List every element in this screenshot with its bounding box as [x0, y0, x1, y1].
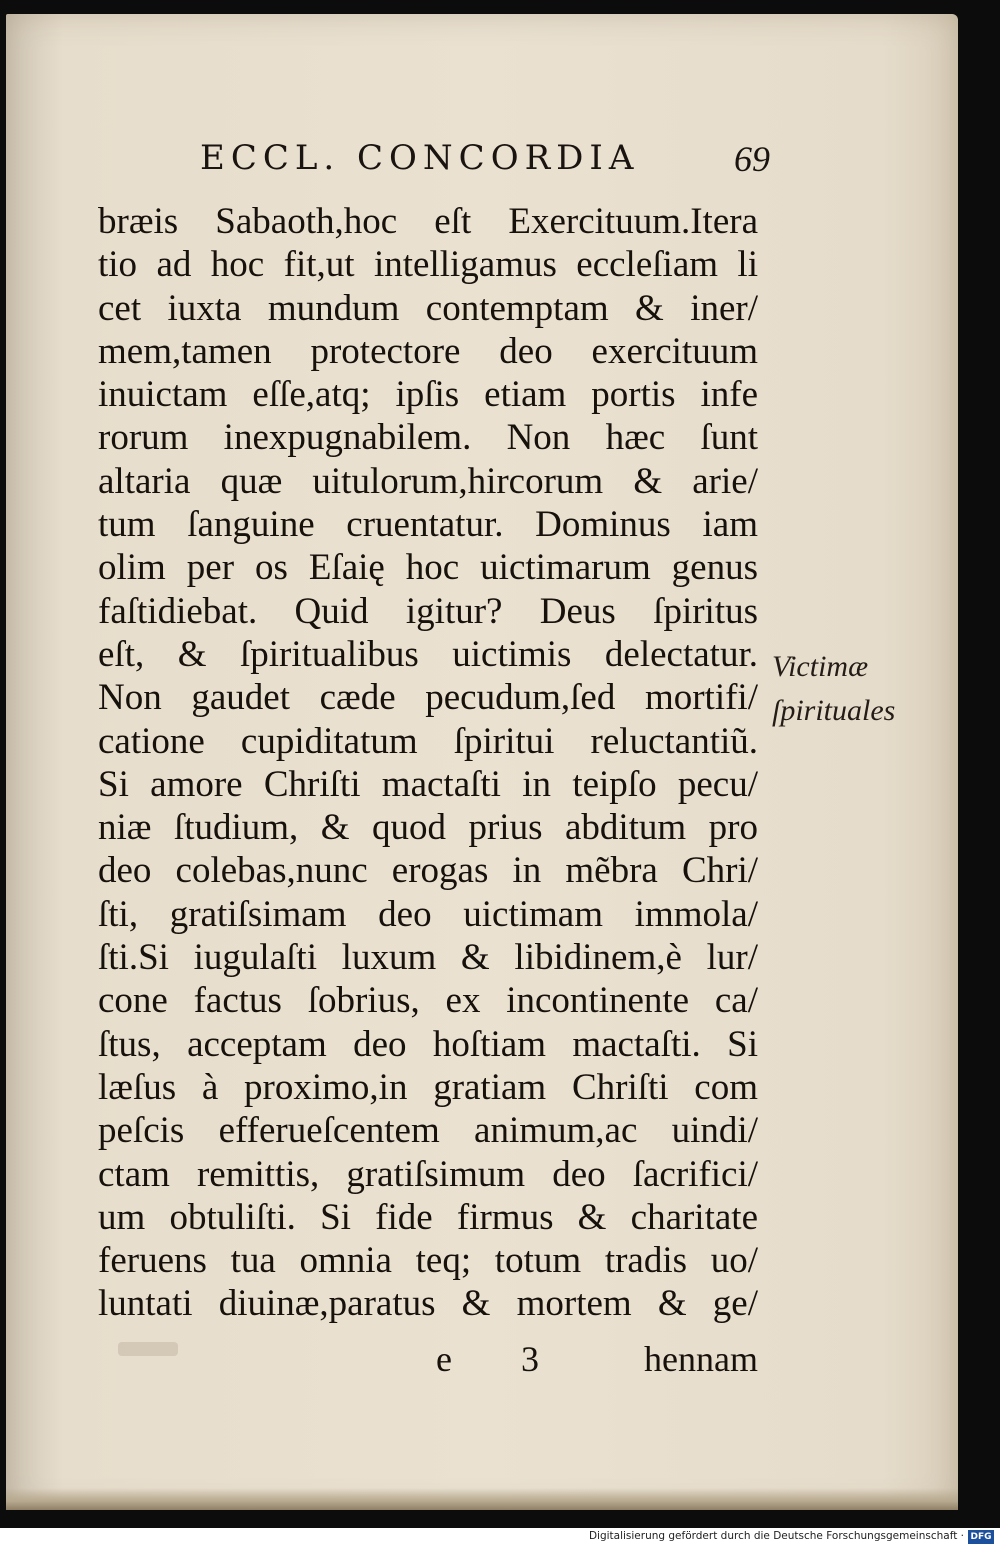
text-line: cet iuxta mundum contemptam & iner/: [98, 287, 758, 329]
text-line: altaria quæ uitulorum,hircorum & arie/: [98, 460, 758, 502]
text-line: inuictam eſſe,atq; ipſis etiam portis infe: [98, 374, 758, 416]
text-line: cone factus ſobrius, ex incontinente ca/: [98, 980, 758, 1022]
text-line: feruens tua omnia teq; totum tradis uo/: [98, 1240, 758, 1282]
margin-note-line: Victimæ: [772, 650, 869, 683]
page-bottom-edge: [6, 1488, 958, 1510]
text-line: Si amore Chriſti mactaſti in teipſo pecu/: [98, 763, 758, 805]
text-line: um obtuliſti. Si fide firmus & charitate: [98, 1196, 758, 1238]
text-line: deo colebas,nunc erogas in mẽbra Chri/: [98, 850, 758, 892]
margin-note: [772, 645, 932, 733]
text-line: ſtus, acceptam deo hoſtiam mactaſti. Si: [98, 1023, 758, 1065]
dfg-credit-text: Digitalisierung gefördert durch die Deutsche Forschungsgemeinschaft ·: [588, 1530, 964, 1542]
signature-mark: e 3: [436, 1339, 569, 1379]
text-line: olim per os Eſaię hoc uictimarum genus: [98, 547, 758, 589]
text-line: Non gaudet cæde pecudum,ſed mortifi/: [98, 677, 758, 719]
text-line: tio ad hoc fit,ut intelligamus eccleſiam li: [98, 244, 758, 286]
page-footer: [98, 1338, 758, 1388]
text-line: ſti, gratiſsimam deo uictimam immola/: [98, 893, 758, 935]
dfg-logo-icon: DFG: [968, 1530, 994, 1544]
text-line: ctam remittis, gratiſsimum deo ſacrifici/: [98, 1153, 758, 1195]
text-line: mem,tamen protectore deo exercituum: [98, 330, 758, 372]
margin-note-line: ſpirituales: [772, 694, 896, 727]
credit-bar: [0, 1528, 1000, 1547]
text-line: catione cupiditatum ſpiritui reluctantiũ.: [98, 720, 758, 762]
text-line: ſti.Si iugulaſti luxum & libidinem,è lur/: [98, 937, 758, 979]
body-text: [98, 200, 758, 1326]
text-line: niæ ſtudium, & quod prius abditum pro: [98, 807, 758, 849]
text-line: læſus à proximo,in gratiam Chriſti com: [98, 1066, 758, 1108]
text-line: bræis Sabaoth,hoc eſt Exercituum.Itera: [98, 201, 758, 242]
page-number: 69: [734, 139, 770, 179]
text-line: eſt, & ſpiritualibus uictimis delectatur.: [98, 633, 758, 675]
text-line: rorum inexpugnabilem. Non hæc ſunt: [98, 417, 758, 459]
running-head: ECCL. CONCORDIA: [200, 138, 640, 178]
text-line: luntati diuinæ,paratus & mortem & ge/: [98, 1283, 758, 1325]
catchword: hennam: [644, 1339, 758, 1379]
page-header: [200, 138, 770, 188]
text-line: tum ſanguine cruentatur. Dominus iam: [98, 504, 758, 546]
text-line: faſtidiebat. Quid igitur? Deus ſpiritus: [98, 590, 758, 632]
text-line: peſcis efferueſcentem animum,ac uindi/: [98, 1110, 758, 1152]
